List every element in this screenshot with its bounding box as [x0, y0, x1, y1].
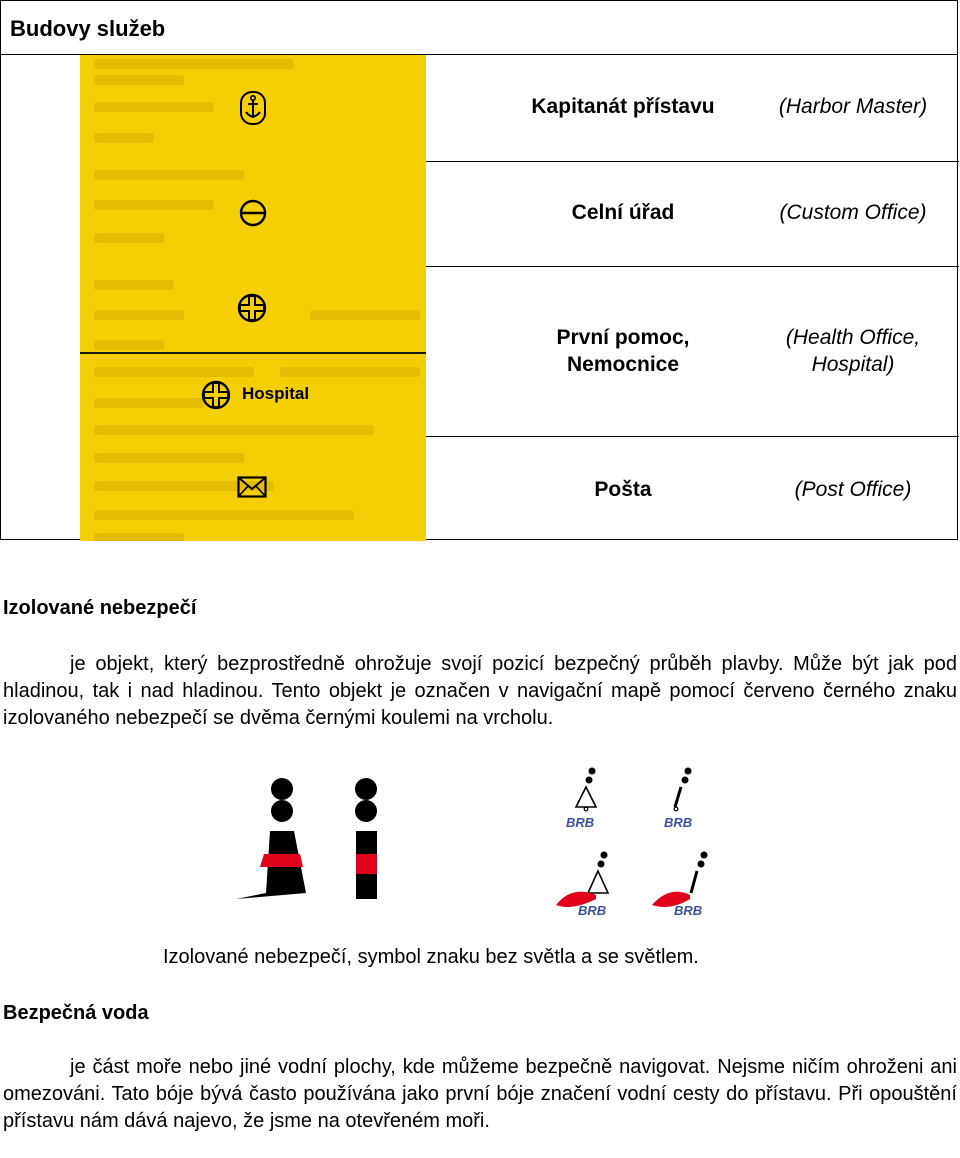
harbor-master-english: (Harbor Master): [778, 95, 928, 118]
first-aid-czech: První pomoc, Nemocnice: [556, 326, 690, 376]
isolated-danger-chart-symbols: [552, 765, 712, 925]
post-office-english: (Post Office): [794, 478, 912, 501]
red-band: [260, 854, 303, 867]
isolated-danger-heading: Izolované nebezpečí: [3, 597, 197, 619]
services-title: Budovy služeb: [10, 16, 166, 41]
anchor-icon: [240, 91, 266, 125]
safe-water-heading: Bezpečná voda: [3, 1002, 149, 1024]
first-aid-cross-icon: [237, 293, 267, 323]
isolated-danger-buoy-figure: [232, 775, 397, 900]
hospital-sign-text: Hospital: [242, 384, 310, 403]
chart-legend-scan: [80, 55, 426, 541]
isolated-danger-text: je objekt, který bezprostředně ohrožuje svojí pozicí bezpečný průběh plavby. Může být jak pod hladinou, tak i nad hladinou. Tento objekt je označen v navigační mapě pomocí červeno černého znaku izolovaného nebezpečí se dvěma černými koulemi na vrcholu.: [3, 653, 957, 729]
buoy-symbol-with-light: [556, 852, 608, 919]
buoy-symbol-no-light: [566, 768, 596, 831]
topmark-sphere: [271, 778, 293, 800]
topmark-sphere: [271, 800, 293, 822]
customs-icon: [239, 199, 267, 227]
topmark-sphere: [355, 778, 377, 800]
post-office-czech: Pošta: [594, 478, 652, 501]
row-separator: [426, 266, 959, 267]
first-aid-english: (Health Office, Hospital): [785, 326, 921, 376]
safe-water-text: je část moře nebo jiné vodní plochy, kde můžeme bezpečně navigovat. Nejsme ničím ohroženi ani omezováni. Tato bóje bývá často používána jako první bóje značení vodní cesty do přístavu. Při opouštění přístavu nám dává najevo, že jsme na otevřeném moři.: [3, 1056, 957, 1132]
isolated-danger-caption: Izolované nebezpečí, symbol znaku bez světla a se světlem.: [163, 946, 699, 968]
custom-office-czech: Celní úřad: [571, 201, 675, 224]
svg-text:BRB: BRB: [664, 815, 693, 830]
harbor-master-czech: Kapitanát přístavu: [531, 95, 715, 118]
envelope-icon: [237, 476, 267, 498]
buoy-symbol-pillar-no-light: [664, 768, 692, 831]
buoy-symbol-pillar-with-light: [652, 852, 708, 919]
services-header: [1, 1, 957, 55]
row-separator: [426, 436, 959, 437]
red-band: [356, 854, 377, 874]
topmark-sphere: [355, 800, 377, 822]
row-separator: [426, 161, 959, 162]
hospital-cross-icon: [201, 380, 231, 410]
custom-office-english: (Custom Office): [779, 201, 927, 224]
svg-text:BRB: BRB: [674, 903, 703, 918]
svg-text:BRB: BRB: [578, 903, 607, 918]
services-table: [0, 0, 958, 540]
legend-divider: [80, 352, 426, 354]
svg-text:BRB: BRB: [566, 815, 595, 830]
